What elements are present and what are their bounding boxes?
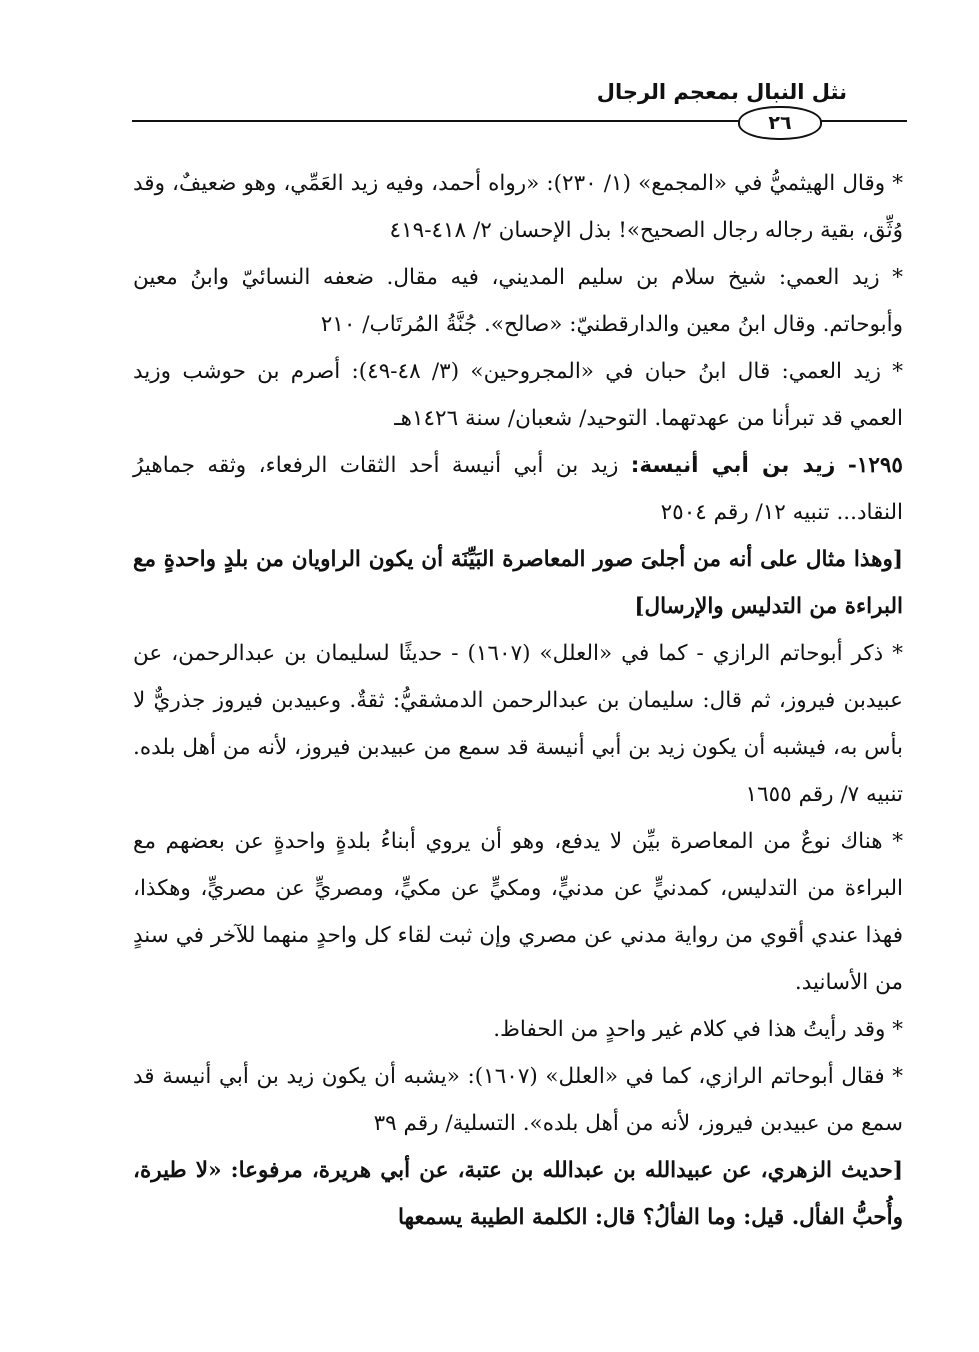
entry-paragraph (133, 442, 903, 536)
page-body (133, 160, 903, 1241)
paragraph: * هناك نوعٌ من المعاصرة بيِّن لا يدفع، وهو أن يروي أبناءُ بلدةٍ واحدةٍ عن بعضهم مع البراءة من التدليس، كمدنيٍّ عن مدنيٍّ، ومكيٍّ عن مكيٍّ، ومصريٍّ عن مصريٍّ، وهكذا، فهذا عندي أقوي من رواية مدني عن مصري وإن ثبت لقاء كل واحدٍ منهما للآخر في سندٍ من الأسانيد. (133, 829, 903, 995)
paragraph: * وقد رأيتُ هذا في كلام غير واحدٍ من الحفاظ. (493, 1017, 903, 1042)
running-title: نثل النبال بمعجم الرجال (596, 80, 847, 104)
paragraph: * زيد العمي: شيخ سلام بن سليم المديني، فيه مقال. ضعفه النسائيّ وابنُ معين وأبوحاتم. وقال ابنُ معين والدارقطنيّ: «صالح». جُنَّةُ المُرتَاب/ ٢١٠ (133, 265, 903, 337)
paragraph: * ذكر أبوحاتم الرازي - كما في «العلل» (١٦٠٧) - حديثًا لسليمان بن عبدالرحمن، عن عبيدبن فيروز، ثم قال: سليمان بن عبدالرحمن الدمشقيُّ: ثقةٌ. وعبيدبن فيروز جذريٌّ لا بأس به، فيشبه أن يكون زيد بن أبي أنيسة قد سمع من عبيدبن فيروز، لأنه من أهل بلده. تنبيه ٧/ رقم ١٦٥٥ (133, 641, 903, 807)
entry-text: زيد بن أبي أنيسة أحد الثقات الرفعاء، وثقه جماهيرُ النقاد... تنبيه ١٢/ رقم ٢٥٠٤ (133, 453, 903, 525)
paragraph: * وقال الهيثميُّ في «المجمع» (١/ ٢٣٠): «رواه أحمد، وفيه زيد العَمِّي، وهو ضعيفٌ، وقد وُثِّق، بقية رجاله رجال الصحيح»! بذل الإحسان ٢/ ٤١٨-٤١٩ (133, 171, 903, 243)
bold-heading-paragraph: [وهذا مثال على أنه من أجلىَ صور المعاصرة البَيِّنَة أن يكون الراويان من بلدٍ واحدةٍ مع البراءة من التدليس والإرسال] (133, 547, 903, 619)
paragraph: * زيد العمي: قال ابنُ حبان في «المجروحين» (٣/ ٤٨-٤٩): أصرم بن حوشب وزيد العمي قد تبرأنا من عهدتهما. التوحيد/ شعبان/ سنة ١٤٢٦هـ (133, 359, 904, 431)
paragraph: * فقال أبوحاتم الرازي، كما في «العلل» (١٦٠٧): «يشبه أن يكون زيد بن أبي أنيسة قد سمع من عبيدبن فيروز، لأنه من أهل بلده». التسلية/ رقم ٣٩ (133, 1064, 904, 1136)
bold-heading-paragraph: [حديث الزهري، عن عبيدالله بن عبدالله بن عتبة، عن أبي هريرة، مرفوعا: «لا طيرة، وأُحبُّ الفأل. قيل: وما الفألُ؟ قال: الكلمة الطيبة يسمعها (133, 1158, 903, 1230)
entry-name: زيد بن أبي أنيسة: (630, 453, 836, 478)
entry-number: ١٢٩٥- (847, 453, 903, 478)
page-number-badge: ٢٦ (738, 106, 822, 140)
